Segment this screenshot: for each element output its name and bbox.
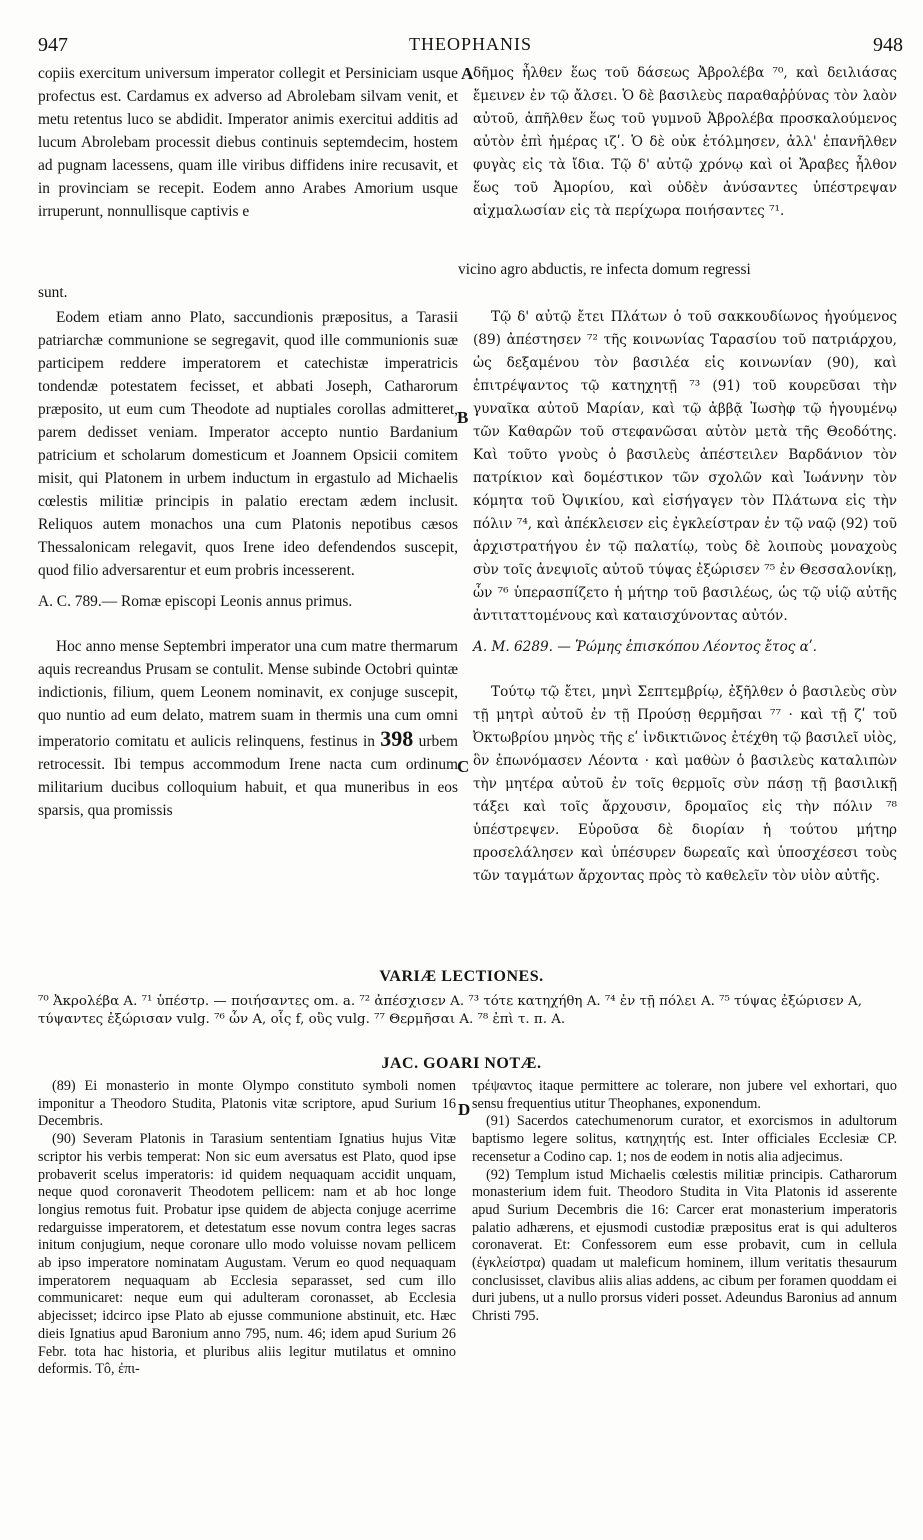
greek-paragraph: Τούτῳ τῷ ἔτει, μηνὶ Σεπτεμβρίῳ, ἐξῆλθεν ὁ βασιλεὺς σὺν τῇ μητρὶ αὐτοῦ ἐν τῇ Προύσῃ θερμῆσαι ⁷⁷ · καὶ τῇ ζʹ τοῦ Ὀκτωβρίου μηνὸς τῆς εʹ ἰνδικτιῶνος ἐτέχθη τῷ βασιλεῖ υἱὸς, ὃν ἐπωνόμασεν Λέοντα · καὶ μαθὼν ὁ βασιλεὺς καταλιπὼν τὴν μητέρα αὐτοῦ ἐν τοῖς θερμοῖς σὺν πάσῃ τῇ βασιλικῇ τάξει καὶ τοῖς ἄρχουσιν, δρομαῖος εἰς τὴν πόλιν ⁷⁸ ὑπέστρεψεν. Εὑροῦσα δὲ διορίαν ἡ τούτου μήτηρ προσελάλησεν καὶ ὑπέσυρεν δωρεαῖς καὶ ὑποσχέσεσι τοὺς τῶν ταγμάτων ἄρχοντας πρὸς τὸ καθελεῖν τὸν υἱὸν αὐτῆς.	[473, 684, 897, 884]
spanning-line	[38, 258, 885, 281]
latin-year-heading: A. C. 789.— Romæ episcopi Leonis annus primus.	[38, 593, 353, 610]
notes-left-column	[38, 1078, 456, 1379]
variae-text: ⁷⁰ Ἀκρολέβα A. ⁷¹ ὑπέστρ. — ποιήσαντες om. a. ⁷² ἀπέσχισεν A. ⁷³ τότε κατηχήθη A. ⁷⁴ ἐν τῇ πόλει A. ⁷⁵ τύψας ἐξώρισεν A, τύψαντες ἐξώρισαν vulg. ⁷⁶ ὧν A, οἷς f, οὓς vulg. ⁷⁷ Θερμῆσαι A. ⁷⁸ ἐπὶ τ. π. A.	[38, 994, 862, 1027]
spanning-text: vicino agro abductis, re infecta domum regressi	[458, 261, 751, 278]
column-number: 398	[380, 726, 414, 751]
right-page-number: 948	[873, 34, 903, 56]
variae-title: VARIÆ LECTIONES.	[379, 968, 544, 985]
left-page-number: 947	[38, 34, 68, 56]
greek-paragraph: Τῷ δ' αὐτῷ ἔτει Πλάτων ὁ τοῦ σακκουδίωνος ἡγούμενος (89) ἀπέστησεν ⁷² τῆς κοινωνίας Ταρασίου τοῦ πατριάρχου, ὡς δεξαμένου τὸν βασιλέα εἰς κοινωνίαν (90), καὶ ἐπιτρέψαντος τῷ κατηχητῇ ⁷³ (91) τοῦ κουρεῦσαι τὴν γυναῖκα αὐτοῦ Μαρίαν, καὶ τῷ ἀββᾷ Ἰωσὴφ τῷ ἡγουμένῳ τῶν Καθαρῶν τοῦ στεφανῶσαι αὐτὸν μετὰ τῆς Θεοδότης. Καὶ τοῦτο γνοὺς ὁ βασιλεὺς ἀπέστειλεν Βαρδάνιον τὸν πατρίκιον καὶ δομέστικον τῶν σχολῶν καὶ Ἰωάννην τὸν κόμητα τοῦ Ὀψικίου, καὶ εἰσήγαγεν τὸν Πλάτωνα εἰς τὴν πόλιν ⁷⁴, καὶ ἀπέκλεισεν εἰς ἐγκλείστραν ἐν τῷ ναῷ (92) τοῦ ἀρχιστρατήγου ἐν τῷ παλατίῳ, τοὺς δὲ λοιποὺς μοναχοὺς σὺν τοῖς ἀνεψιοῖς αὐτοῦ τύψας ἐξώρισεν ⁷⁵ ἐν Θεσσαλονίκῃ, ὧν ⁷⁶ ὑπερασπίζετο ἡ μήτηρ τοῦ βασιλέως, ὡς τῷ υἱῷ αὐτῆς ἀντιταττομένους καὶ καταισχύνοντας αὐτόν.	[473, 309, 897, 624]
margin-letter-b: B	[457, 408, 469, 427]
latin-tail-text: sunt.	[38, 284, 68, 301]
latin-paragraph: urbem retrocessit. Ibi tempus accommodum Irene nacta cum ordinum militarium ducibus colloquium habuit, et qua muneribus in eos sparsis, qua promissis	[38, 733, 458, 819]
greek-column-main	[473, 306, 897, 888]
running-title: THEOPHANIS	[408, 34, 532, 54]
latin-paragraph: copiis exercitum universum imperator collegit et Persiniciam usque profectus est. Cardamus ex adverso ad Abrolebam silvam venit, et metu retentus luco se abdidit. Imperator animis exercitui additis ad lucum Abrolebam processit diebus continuis septemdecim, hostem ad pugnam lacessens, quam ille viribus diffidens inire recusavit, et in provinciam se recepit. Eodem anno Arabes Amorium usque irruperunt, nonnullisque captivis e	[38, 65, 458, 220]
latin-column-main	[38, 306, 458, 822]
note-90: (90) Severam Platonis in Tarasium sententiam Ignatius hujus Vitæ scriptor his verbis temperat: Non sic eum aversatus est Plato, quod ipse probaverit scelus imperatoris: id quidem nequaquam accidit unquam, neque quod coronaverit Theodotem pellicem: nam et ab hoc longe longius remotus fuit. Probatur ipse quidem de abjecta conjuge acerrime redarguisse imperatorem, et detestatum esse novum contra leges sacras initum conjugium, neque coronare ullo modo voluisse novam pellicem ab ipso imperatore nominatam Augustam. Verum eo quod nequaquam imperatorem nequaquam ab Ecclesia separasset, sed cum illo communicaret: neque eum qui adulteram coronasset, ab Ecclesia abjecisset; idcirco ipse Plato ab ejusse communione abstinuit, etc. Hæc dieis Ignatius apud Baronium anno 795, num. 46; idem apud Surium 26 Febr. tota hac historia, et pluribus aliis legitur mutilatus et omnino deformis. Tô, ἐπι-	[38, 1131, 456, 1378]
latin-tail	[38, 281, 458, 304]
margin-letter-a: A	[461, 64, 474, 83]
notes-right-column	[472, 1078, 897, 1326]
latin-column-top	[38, 62, 458, 223]
note-89: (89) Ei monasterio in monte Olympo constituto symboli nomen imponitur a Theodoro Studita, Platonis vitæ scriptore, apud Surium 16 Decembris.	[38, 1078, 456, 1130]
notes-title: JAC. GOARI NOTÆ.	[381, 1055, 542, 1072]
greek-year-heading: A. M. 6289. — Ῥώμης ἐπισκόπου Λέοντος ἔτος αʹ.	[473, 639, 817, 655]
note-92: (92) Templum istud Michaelis cœlestis militiæ principis. Catharorum monasterium idem fuit. Theodoro Studita in Vita Platonis id asserente apud Surium Decembris die 16: Carcer erat monasterium imperatoris palatio adhærens, et ejusmodi custodiæ præpositus erat is qui adulteros coronaverat. Et: Confessorem eum esse probavit, cum in cellula (ἐγκλείστρα) quadam ut maleficum hominem, illum veritatis thesaurum conclusisset, clavibus aliis alias addens, ac cibum per foramen quoddam ei duri jubens, ut a nullo prorsus videri posset. Adeundus Baronius ad annum Christi 795.	[472, 1166, 897, 1325]
latin-paragraph: Eodem etiam anno Plato, saccundionis præpositus, a Tarasii patriarchæ communione se segregavit, quod ille communionis suæ participem reddere imperatorem et catechistæ imperatricis tondendæ potestatem fecisset, et abbati Joseph, Catharorum præposito, ut eum cum Theodote ad nuptiales corollas admitteret, parem dedisset veniam. Imperator accepto nuntio Bardanium patricium et scholarum domesticum et Joannem Opsicii comitem misit, qui Platonem in urbem inductum in ergastulo ad Michaelis cœlestis militiæ principis in palatio erectam ædem inclusit. Reliquos autem monachos una cum Platonis nepotibus cæsos Thessalonicam relegavit, quos Irene ideo defendendos suscepit, quod filio adversarentur et eum probris incesserent.	[38, 309, 458, 579]
latin-paragraph: Hoc anno mense Septembri imperator una cum matre thermarum aquis recreandus Prusam se contulit. Mense subinde Octobri quintæ indictionis, filium, quem Leonem nominavit, ex conjuge suscepit, quo nuntio ad eum delato, matrem suam in thermis una cum omni imperatorio comitatu et aulicis relinquens, festinus in	[38, 638, 458, 750]
greek-paragraph: δῆμος ἦλθεν ἕως τοῦ δάσεως Ἀβρολέβα ⁷⁰, καὶ δειλιάσας ἔμεινεν ἐν τῷ ἄλσει. Ὁ δὲ βασιλεὺς παραθαῤῥύνας τὸν λαὸν αὐτοῦ, ἀπῆλθεν ἕως τοῦ γυμνοῦ Ἀβρολέβα προσκαλούμενος αὐτὸν ἐπὶ ἡμέρας ιζʹ. Ὁ δὲ οὐκ ἐτόλμησεν, ἀλλ' ἐπανῆλθεν φυγὰς εἰς τὰ ἴδια. Τῷ δ' αὐτῷ χρόνῳ καὶ οἱ Ἄραβες ἦλθον ἕως τοῦ Ἀμορίου, καὶ οὐδὲν ἀνύσαντες ὑπέστρεψαν αἰχμαλωσίαν εἰς τὰ περίχωρα ποιήσαντες ⁷¹.	[473, 65, 897, 219]
page-header	[38, 34, 903, 58]
note-90-continued: τρέψαντος itaque permittere ac tolerare, non jubere vel exhortari, quo sensu frequentius utitur Theophanes, exponendum.	[472, 1078, 897, 1112]
margin-letter-d: D	[458, 1100, 471, 1119]
note-91: (91) Sacerdos catechumenorum curator, et exorcismos in adultorum baptismo legere solitus, κατηχητής est. Inter officiales Ecclesiæ CP. recensetur a Codino cap. 1; nos de eodem in notis alia adjecimus.	[472, 1113, 897, 1165]
greek-column-top	[473, 62, 897, 223]
margin-letter-c: C	[457, 757, 470, 776]
